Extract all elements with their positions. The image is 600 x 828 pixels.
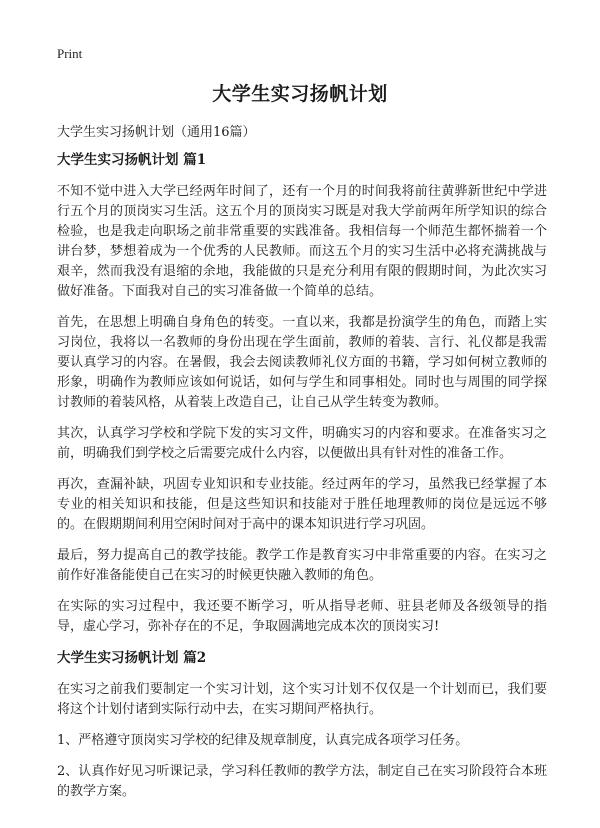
page-title: 大学生实习扬帆计划 xyxy=(212,83,388,105)
paragraph: 其次，认真学习学校和学院下发的实习文件，明确实习的内容和要求。在准备实习之前，明确我们到学校之后需要完成什么内容，以便做出具有针对性的准备工作。 xyxy=(57,426,547,461)
paragraph: 最后，努力提高自己的教学技能。教学工作是教育实习中非常重要的内容。在实习之前作好准备能使自己在实习的时候更快融入教师的角色。 xyxy=(57,548,547,583)
paragraph: 2、认真作好见习听课记录，学习科任教师的教学方法，制定自己在实习阶段符合本班的教学方案。 xyxy=(57,764,547,799)
paragraph: 在实习之前我们要制定一个实习计划，这个实习计划不仅仅是一个计划而已，我们要将这个计划付诸到实际行动中去，在实习期间严格执行。 xyxy=(57,682,547,717)
paragraph: 1、严格遵守顶岗实习学校的纪律及规章制度，认真完成各项学习任务。 xyxy=(57,733,469,748)
section-heading: 大学生实习扬帆计划 篇1 xyxy=(57,152,207,168)
paragraph: 在实际的实习过程中，我还要不断学习，听从指导老师、驻县老师及各级领导的指导，虚心学习，弥补存在的不足，争取圆满地完成本次的顶岗实习! xyxy=(57,599,547,634)
paragraph: 首先，在思想上明确自身角色的转变。一直以来，我都是扮演学生的角色，而踏上实习岗位，我将以一名教师的身份出现在学生面前，教师的着装、言行、礼仪都是我需要认真学习的内容。在暑假，我会去阅读教师礼仪方面的书籍，学习如何树立教师的形象，明确作为教师应该如何说话，如何与学生和同事相处。同时也与周围的同学探讨教师的着装风格，从着装上改造自己，让自己从学生转变为教师。 xyxy=(57,315,547,410)
print-link[interactable]: Print xyxy=(57,46,83,61)
paragraph: 再次，查漏补缺，巩固专业知识和专业技能。经过两年的学习，虽然我已经掌握了本专业的相关知识和技能，但是这些知识和技能对于胜任地理教师的岗位是远远不够的。在假期期间利用空闲时间对于高中的课本知识进行学习巩固。 xyxy=(57,477,547,532)
section-heading: 大学生实习扬帆计划 篇2 xyxy=(57,650,207,666)
document-body xyxy=(57,150,547,813)
paragraph: 不知不觉中进入大学已经两年时间了，还有一个月的时间我将前往黄骅新世纪中学进行五个月的顶岗实习生活。这五个月的顶岗实习既是对我大学前两年所学知识的综合检验，也是我走向职场之前非常重要的实践准备。我相信每一个师范生都怀揣着一个讲台梦，梦想着成为一个优秀的人民教师。而这五个月的实习生活中必将充满挑战与艰辛，然而我没有退缩的余地，我能做的只是充分利用有限的假期时间，为此次实习做好准备。下面我对自己的实习准备做一个简单的总结。 xyxy=(57,184,547,299)
document-subtitle: 大学生实习扬帆计划（通用16篇） xyxy=(57,125,256,140)
